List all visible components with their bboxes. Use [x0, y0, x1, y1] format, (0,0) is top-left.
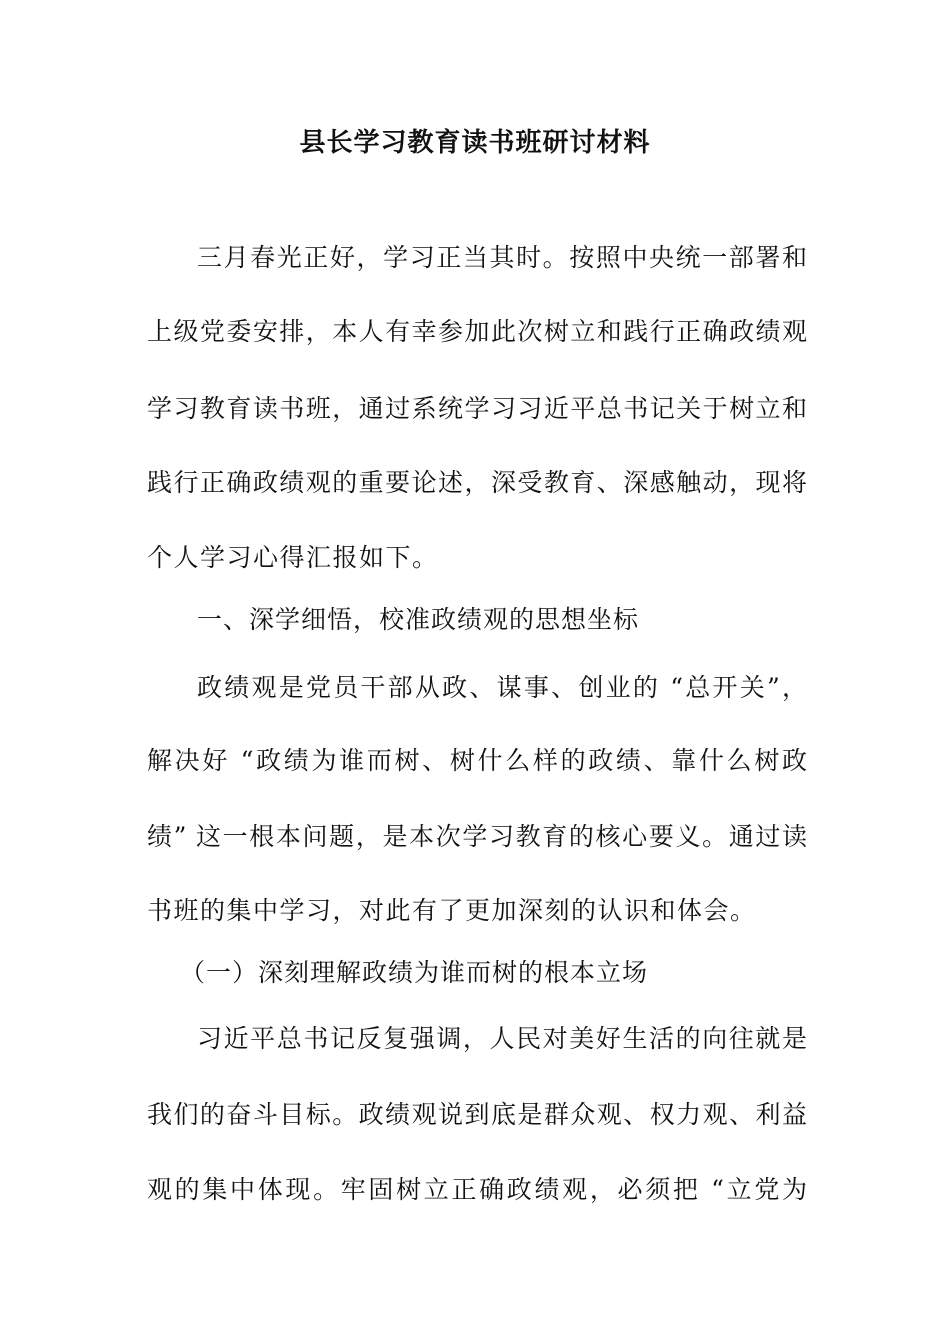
paragraph-line: 三月春光正好，学习正当其时。按照中央统一部署和 [197, 243, 807, 272]
paragraph-line: 习近平总书记反复强调，人民对美好生活的向往就是 [197, 1024, 807, 1053]
document-title: 县长学习教育读书班研讨材料 [299, 128, 651, 158]
paragraph-line: 个人学习心得汇报如下。 [147, 543, 439, 572]
paragraph-line: 践行正确政绩观的重要论述，深受教育、深感触动，现将 [147, 468, 807, 497]
paragraph-line: 观的集中体现。牢固树立正确政绩观，必须把 “立党为 [147, 1175, 807, 1204]
paragraph-line: 绩” 这一根本问题，是本次学习教育的核心要义。通过读 [147, 822, 807, 851]
paragraph-line: 上级党委安排，本人有幸参加此次树立和践行正确政绩观 [147, 317, 807, 346]
section-heading: 一、深学细悟，校准政绩观的思想坐标 [197, 605, 640, 634]
paragraph-line: 书班的集中学习，对此有了更加深刻的认识和体会。 [147, 896, 757, 925]
paragraph-line: 解决好 “政绩为谁而树、树什么样的政绩、靠什么树政 [147, 746, 807, 775]
subsection-heading: （一）深刻理解政绩为谁而树的根本立场 [180, 958, 649, 987]
paragraph-line: 我们的奋斗目标。政绩观说到底是群众观、权力观、利益 [147, 1100, 807, 1129]
paragraph-line: 学习教育读书班，通过系统学习习近平总书记关于树立和 [147, 394, 807, 423]
paragraph-line: 政绩观是党员干部从政、谋事、创业的 “总开关”， [197, 673, 807, 702]
